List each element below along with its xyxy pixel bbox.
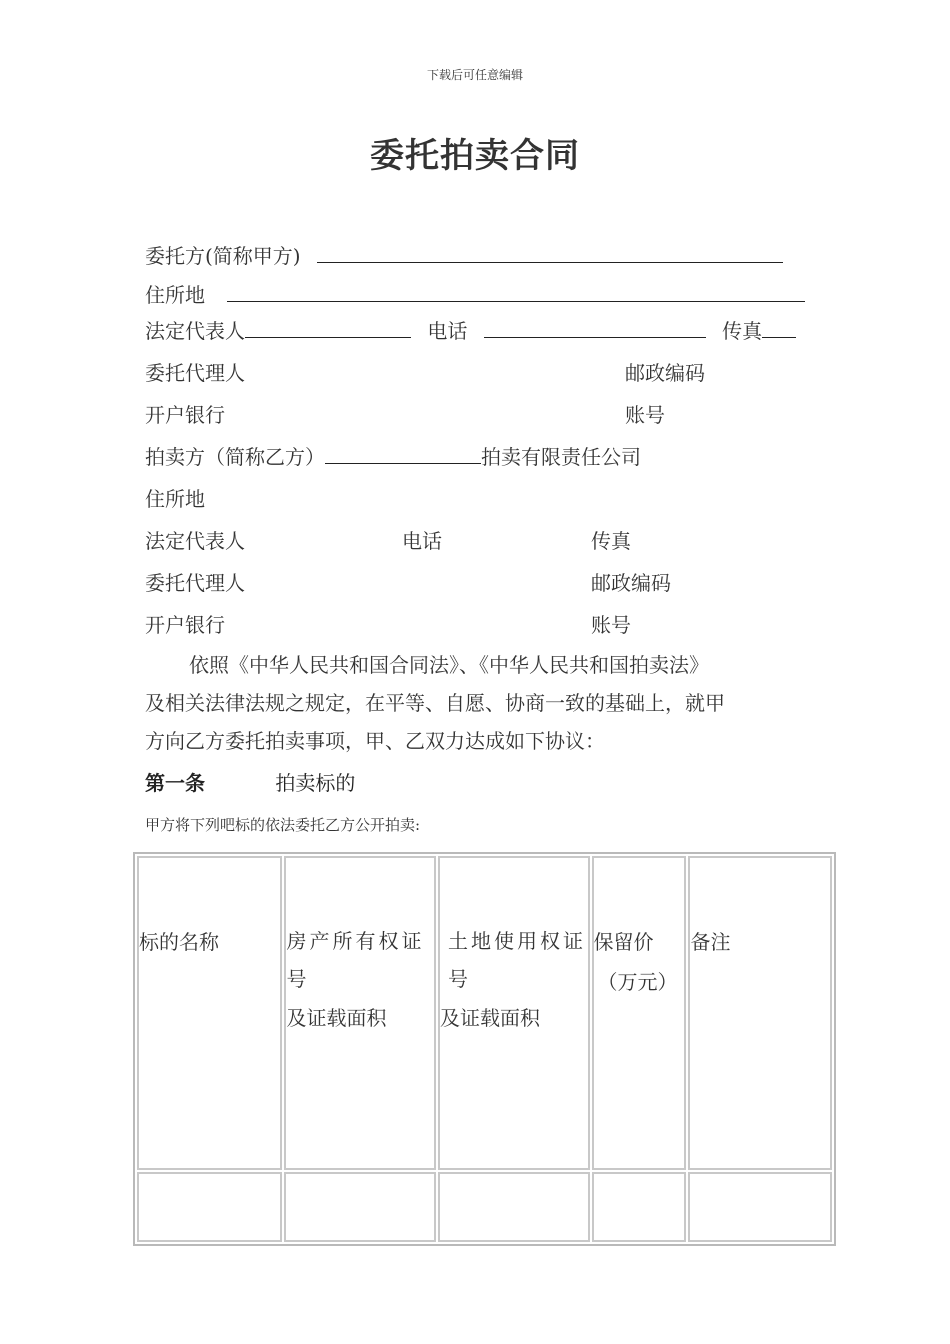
table-cell[interactable] <box>438 1172 590 1242</box>
party-b-name-row <box>145 441 641 470</box>
party-b-name-label: 拍卖方（简称乙方） <box>145 445 325 469</box>
preamble-paragraph <box>145 646 800 760</box>
party-a-fax-label: 传真 <box>722 319 763 343</box>
document-title: 委托拍卖合同 <box>370 136 580 176</box>
party-a-bank-label: 开户银行 <box>145 403 225 427</box>
party-a-agent-label: 委托代理人 <box>145 361 245 385</box>
header-remarks <box>688 856 832 1170</box>
party-a-name-label: 委托方(简称甲方) <box>145 244 301 268</box>
article-1-intro: 甲方将下列吧标的依法委托乙方公开拍卖: <box>145 816 421 834</box>
header-property-area-text: 及证载面积 <box>286 1006 387 1030</box>
preamble-line-3: 方向乙方委托拍卖事项，甲、乙双力达成如下协议： <box>145 729 605 753</box>
header-land-cert <box>438 856 590 1170</box>
party-a-name-field[interactable] <box>317 242 783 263</box>
party-a-address-field[interactable] <box>227 281 805 302</box>
party-b-company-suffix: 拍卖有限责任公司 <box>481 445 641 469</box>
page-header-note: 下载后可任意编辑 <box>426 68 523 82</box>
party-b-agent-label: 委托代理人 <box>145 571 245 595</box>
header-remarks-text: 备注 <box>690 930 731 954</box>
party-a-rep-row <box>145 315 796 344</box>
party-a-name-row <box>145 240 783 269</box>
header-property-cert-text: 房产所有权证号 <box>286 929 425 991</box>
party-a-phone-field[interactable] <box>484 317 706 338</box>
header-reserve-price-unit: （万元） <box>597 970 678 994</box>
header-item-name <box>137 856 282 1170</box>
header-property-cert <box>284 856 436 1170</box>
header-land-cert-text: 土地使用权证号 <box>448 929 586 991</box>
auction-items-table <box>133 852 836 1246</box>
party-a-phone-label: 电话 <box>427 319 468 343</box>
party-a-fax-field[interactable] <box>762 317 796 338</box>
party-a-address-label: 住所地 <box>145 283 205 307</box>
header-land-area-text: 及证载面积 <box>440 1006 540 1030</box>
party-a-rep-label: 法定代表人 <box>145 319 245 343</box>
party-b-bank-label: 开户银行 <box>145 613 225 637</box>
table-cell[interactable] <box>137 1172 282 1242</box>
party-a-postcode-label: 邮政编码 <box>625 361 705 385</box>
party-b-name-field[interactable] <box>325 443 481 464</box>
table-cell[interactable] <box>592 1172 687 1242</box>
party-b-account-label: 账号 <box>591 613 631 637</box>
table-header-row <box>137 856 832 1170</box>
preamble-line-2: 及相关法律法规之规定，在平等、自愿、协商一致的基础上，就甲 <box>145 691 725 715</box>
preamble-line-1: 依照《中华人民共和国合同法》、《中华人民共和国拍卖法》 <box>189 653 709 677</box>
party-b-postcode-label: 邮政编码 <box>591 571 671 595</box>
article-1-title: 拍卖标的 <box>275 771 356 795</box>
table-cell[interactable] <box>688 1172 832 1242</box>
party-b-rep-label: 法定代表人 <box>145 529 245 553</box>
table-row <box>137 1172 832 1242</box>
header-item-name-text: 标的名称 <box>139 930 219 954</box>
header-reserve-price-text: 保留价 <box>593 930 654 954</box>
party-b-address-label: 住所地 <box>145 487 205 511</box>
article-1-number: 第一条 <box>145 771 205 795</box>
article-1-heading <box>145 767 355 796</box>
party-a-account-label: 账号 <box>625 403 665 427</box>
header-reserve-price <box>592 856 687 1170</box>
party-a-rep-field[interactable] <box>245 317 411 338</box>
table-cell[interactable] <box>284 1172 436 1242</box>
party-a-address-row <box>145 279 805 308</box>
party-b-fax-label: 传真 <box>591 529 631 553</box>
party-b-phone-label: 电话 <box>402 529 442 553</box>
